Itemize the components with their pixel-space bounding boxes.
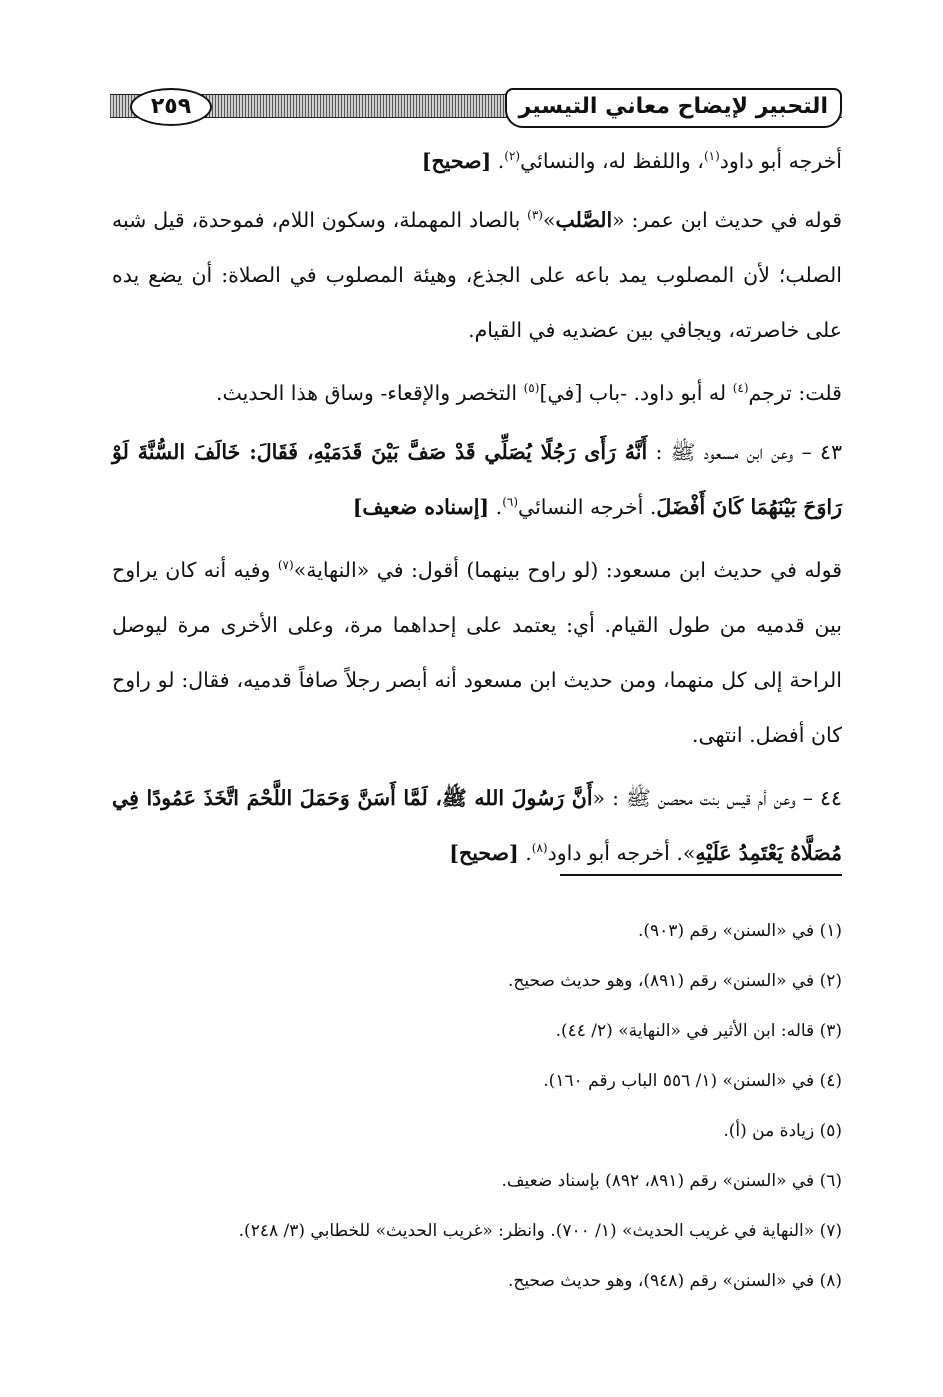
hadith-grade: [إسناده ضعيف] [352, 495, 490, 519]
main-text [112, 134, 842, 889]
hadith-grade: [صحيح] [449, 841, 519, 865]
hadith-text: أَنَّهُ رَأَى رَجُلًا يُصَلِّي قَدْ صَفَّ بَيْنَ قَدَمَيْهِ، فَقَالَ: خَالَفَ السُّنَّةَ لَوْ رَاوَحَ بَيْنَهُمَا كَانَ أَفْضَلَ [112, 440, 842, 519]
book-title: التحبير لإيضاح معاني التيسير [505, 88, 842, 128]
paragraph-3: قلت: ترجم$^{(٤)}$ له أبو داود. -باب [في]$^{(٥)}$ التخصر والإقعاء- وساق هذا الحديث. [216, 381, 842, 405]
footnote-ref: (٣) [527, 208, 543, 223]
footnote-ref: (٧) [277, 558, 294, 573]
footnote-ref: (١) [703, 149, 720, 164]
paragraph-1: أخرجه أبو داود$^{(١)}$، واللفظ له، والنسائي$^{(٢)}$. [صحيح] [421, 149, 842, 173]
footnote-7: (٧) «النهاية في غريب الحديث» (١/ ٧٠٠). وانظر: «غريب الحديث» للخطابي (٣/ ٢٤٨). [238, 1221, 842, 1241]
footnote-3: (٣) قاله: ابن الأثير في «النهاية» (٢/ ٤٤). [555, 1021, 842, 1041]
footnote-separator [560, 874, 842, 876]
footnote-ref: (٢) [504, 149, 521, 164]
footnote-1: (١) في «السنن» رقم (٩٠٣). [637, 921, 842, 941]
hadith-text: أَنَّ رَسُولَ الله ﷺ، لَمَّا أَسَنَّ وَحَمَلَ اللَّحْمَ اتَّخَذَ عَمُودًا فِي مُصَلَّاهُ يَعْتَمِدُ عَلَيْهِ [112, 786, 842, 865]
page-number: ٢٥٩ [130, 88, 212, 126]
footnotes [112, 906, 842, 1306]
paragraph-4: ٤٣ – وعن ابن مسعود ﷺ : أَنَّهُ رَأَى رَجُلًا يُصَلِّي قَدْ صَفَّ بَيْنَ قَدَمَيْهِ، فَقَالَ: خَالَفَ السُّنَّةَ لَوْ رَاوَحَ بَيْنَهُمَا كَانَ أَفْضَلَ. أخرجه النسائي$^{(٦)}$. [إسناده ضعيف] [112, 440, 842, 519]
footnote-8: (٨) في «السنن» رقم (٩٤٨)، وهو حديث صحيح. [507, 1271, 842, 1291]
defined-word: الصَّلب [555, 208, 613, 232]
footnote-ref: (٥) [523, 381, 540, 396]
footnote-ref: (٨) [531, 841, 548, 856]
running-header [110, 88, 842, 128]
footnote-6: (٦) في «السنن» رقم (٨٩١، ٨٩٢) بإسناد ضعيف. [501, 1171, 842, 1191]
footnote-2: (٢) في «السنن» رقم (٨٩١)، وهو حديث صحيح. [507, 971, 842, 991]
footnote-ref: (٦) [502, 495, 519, 510]
hadith-grade: [صحيح] [421, 149, 492, 173]
footnote-5: (٥) زيادة من (أ). [723, 1121, 842, 1141]
paragraph-5: قوله في حديث ابن مسعود: (لو راوح بينهما) أقول: في «النهاية»$^{(٧)}$ وفيه أنه كان يراوح بين قدميه من طول القيام. أي: يعتمد على إحداهما مرة، وعلى الأخرى مرة ليوصل الراحة إلى كل منهما، ومن حديث ابن مسعود أنه أبصر رجلاً صافاً قدميه، فقال: لو راوح كان أفضل. انتهى. [112, 558, 843, 747]
paragraph-2: قوله في حديث ابن عمر: «الصَّلب»$^{(٣)}$ بالصاد المهملة، وسكون اللام، فموحدة، قيل شبه الصلب؛ لأن المصلوب يمد باعه على الجذع، وهيئة المصلوب في الصلاة: أن يضع يده على خاصرته، ويجافي بين عضديه في القيام. [112, 208, 843, 342]
footnote-4: (٤) في «السنن» (١/ ٥٥٦ الباب رقم ١٦٠). [543, 1071, 842, 1091]
footnote-ref: (٤) [732, 381, 749, 396]
paragraph-6: ٤٤ – وعن أم قيس بنت محصن ﷺ : «أَنَّ رَسُولَ الله ﷺ، لَمَّا أَسَنَّ وَحَمَلَ اللَّحْمَ اتَّخَذَ عَمُودًا فِي مُصَلَّاهُ يَعْتَمِدُ عَلَيْهِ». أخرجه أبو داود$^{(٨)}$. [صحيح] [112, 786, 842, 865]
